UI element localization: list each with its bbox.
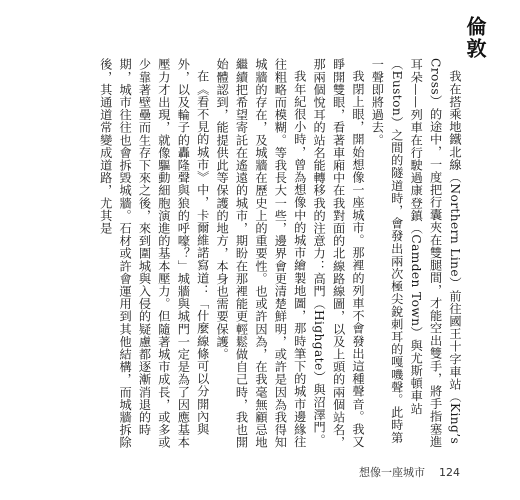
paragraph: 我在搭乘地鐵北線（Northern Line）前往國王十字車站（King’s Cross）的途中，一度把行囊夾在雙腿間，才能空出雙手，將手指塞進耳朵——列車在行駛過康登鎮（Camden Town）與尤斯頓車站（Euston）之間的隧道時，會發出兩次極尖銳刺耳的嘎嘰聲。此時第一聲即將過去。 xyxy=(370,58,462,448)
page-number: 124 xyxy=(439,465,460,479)
paragraph: 我年紀很小時，曾為想像中的城市繪製地圖，那時筆下的城市邊緣往往粗略而模糊。等我長大一些，邊界會更清楚鮮明，或許是因為我得知城牆的存在，及城牆在歷史上的重要性。也或許因為，在我毫無顧忌地繼續把希望寄託在遙遠的城市，期盼在那裡能更輕鬆做自己時，我也開始體認到，能提供此等保護的地方，本身也需要保護。 xyxy=(215,58,307,449)
paragraph: 在《看不見的城市》中，卡爾維諾寫道：「什麼線條可以分開內與外，以及輪子的轟隆聲與狼的呼嚎？」城牆與城門一定是為了因應基本壓力才出現，就像驅動細胞演進的基本壓力。但隨著城市成長，或多或少靠著壁壘而生存下來之後，來到圍城與入侵的疑慮都逐漸消退的時期，城市往往也會拆毀城牆。石材或許會運用到其他結構，而城牆拆除後，其通道常變成道路，尤其是 xyxy=(98,58,210,449)
running-head: 想像一座城市 xyxy=(359,466,425,479)
body-text xyxy=(44,58,464,450)
paragraph: 我閉上眼，開始想像一座城市。那裡的列車不會發出這種聲音。我又睜開雙眼，看著車廂中在我對面的北線路線圖，以及上頭的兩個站名，那兩個悅耳的站名能轉移我的注意力：高門（Highgate）與沼澤門。 xyxy=(312,58,365,449)
chapter-title: 倫敦 xyxy=(463,16,487,60)
page-footer xyxy=(359,464,460,480)
